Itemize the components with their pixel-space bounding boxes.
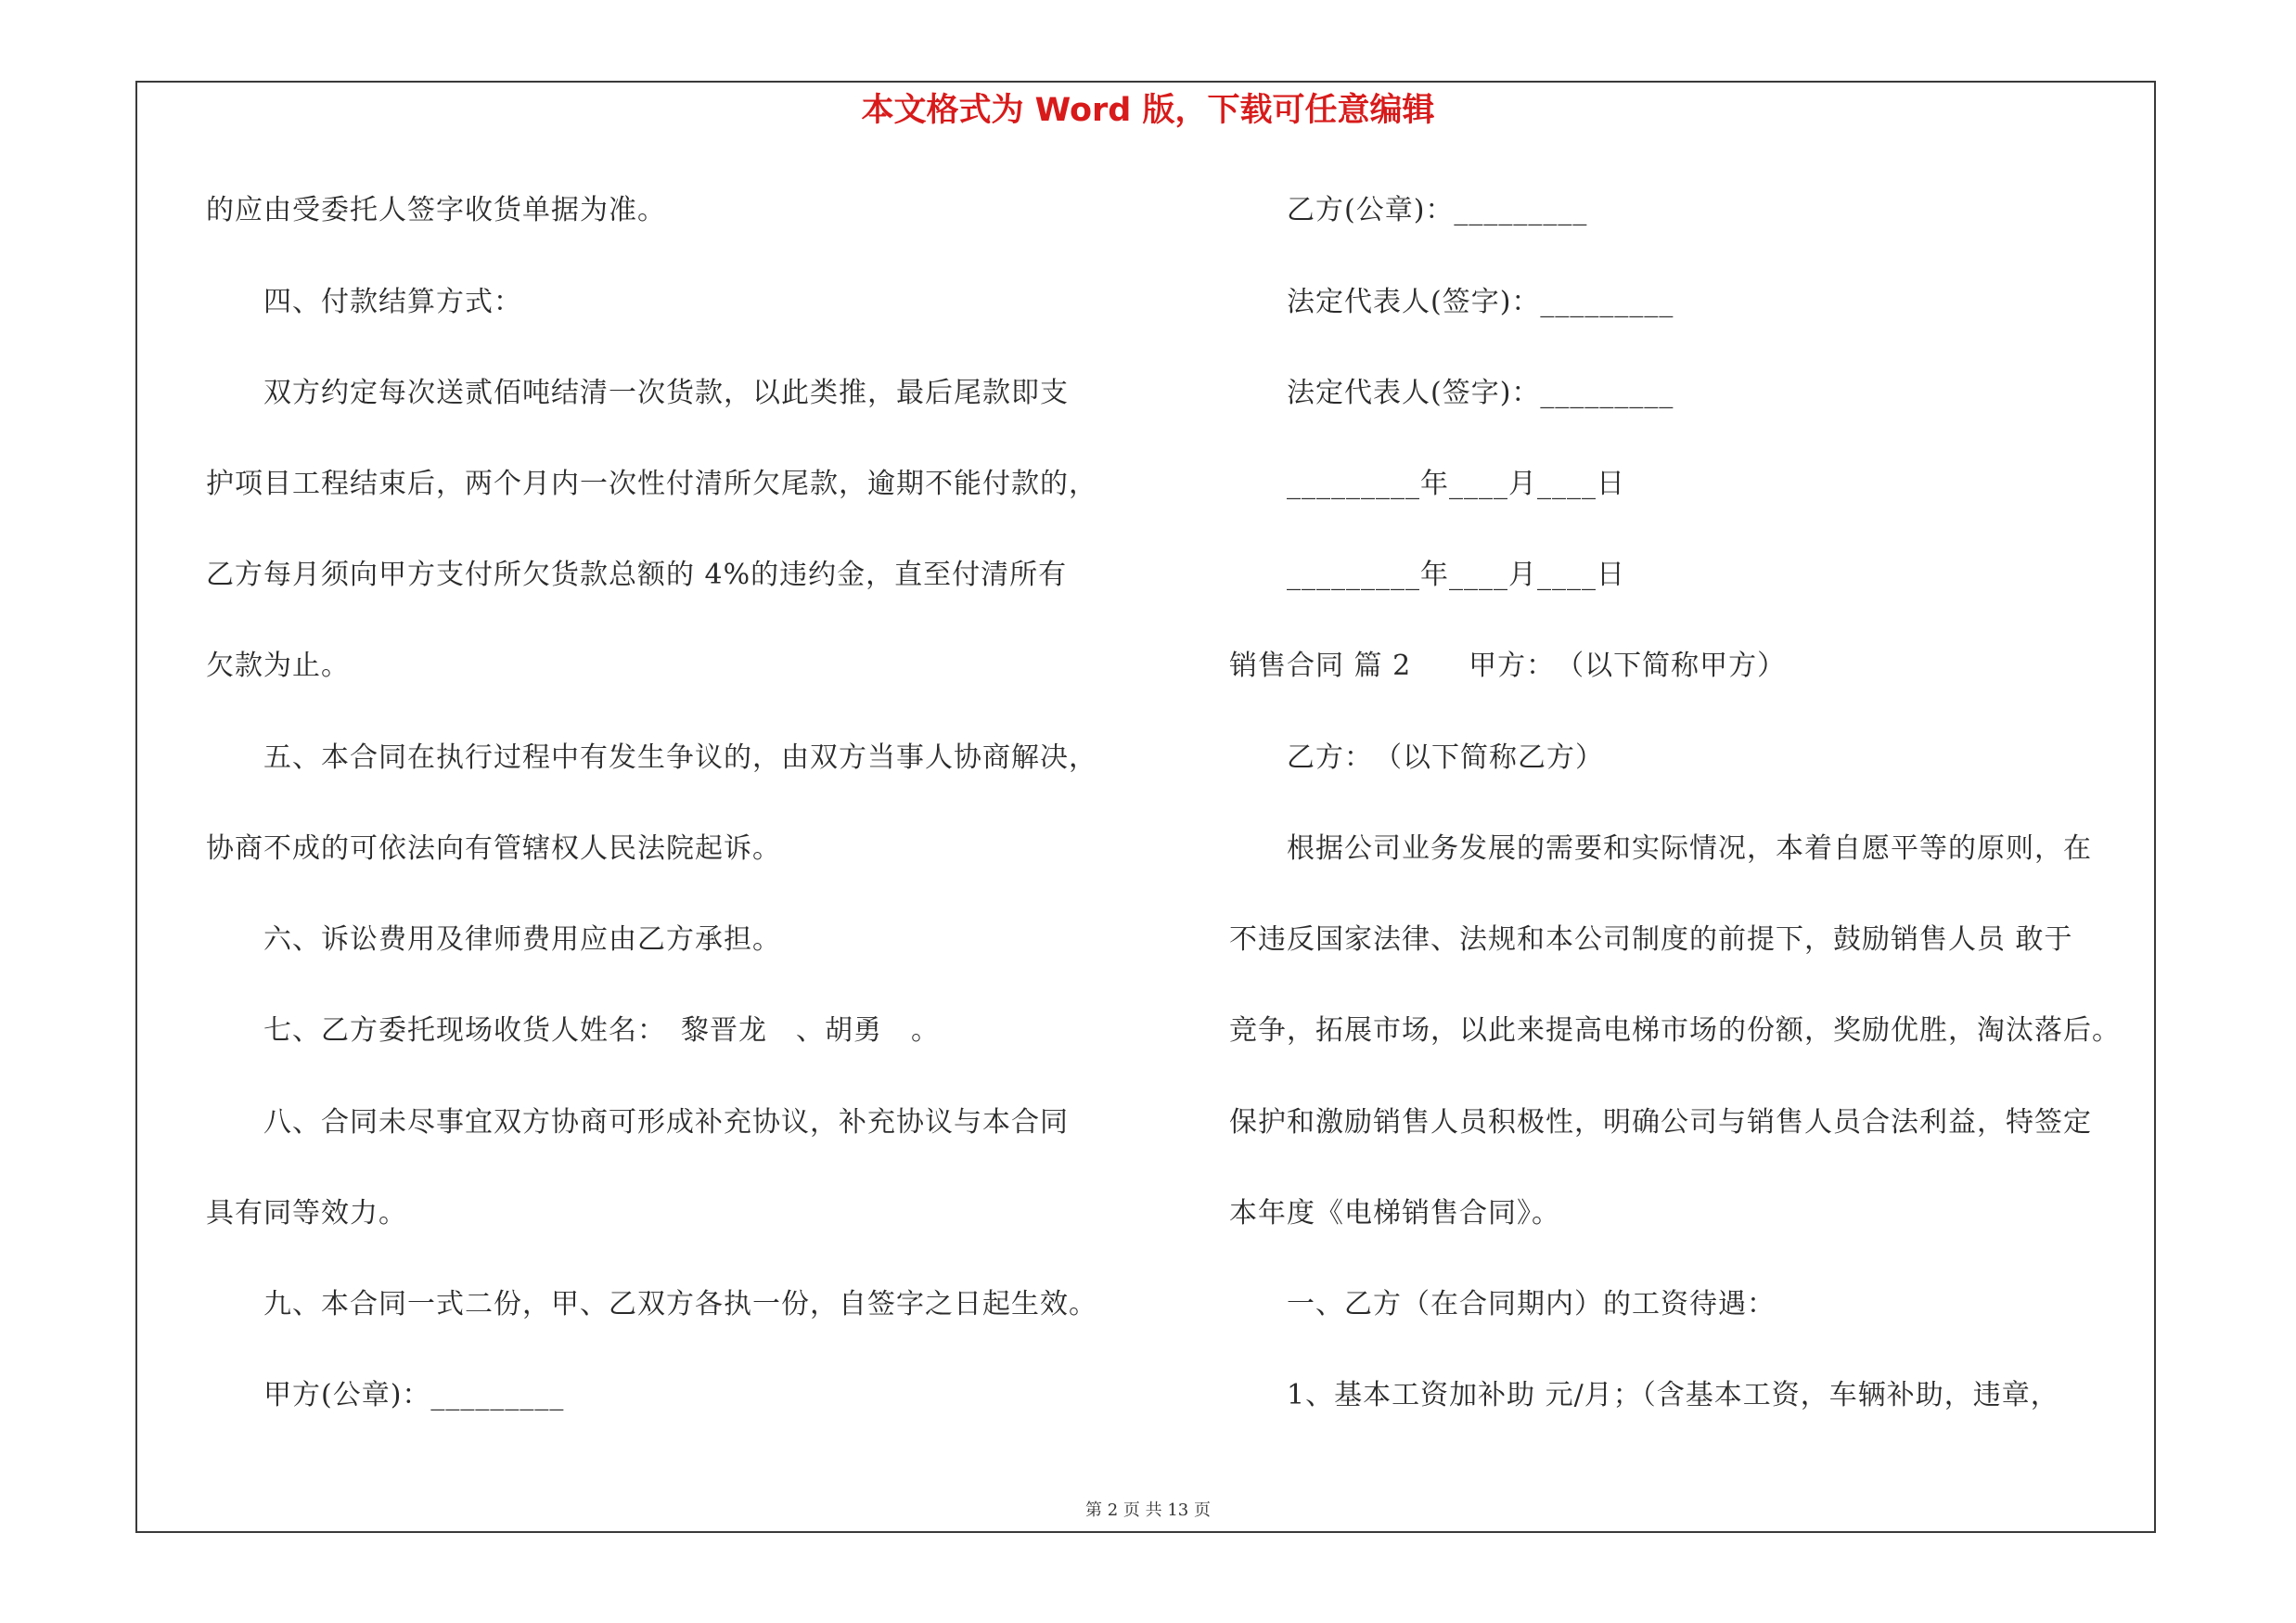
left-line: 乙方每月须向甲方支付所欠货款总额的 4%的违约金，直至付清所有 (206, 559, 1068, 591)
left-line: 甲方(公章)：_________ (206, 1379, 565, 1411)
left-line: 八、合同未尽事宜双方协商可形成补充协议，补充协议与本合同 (206, 1106, 1069, 1139)
left-line: 双方约定每次送贰佰吨结清一次货款，以此类推，最后尾款即支 (206, 377, 1069, 409)
right-line: 根据公司业务发展的需要和实际情况，本着自愿平等的原则，在 (1229, 832, 2092, 865)
right-line: 竞争，拓展市场，以此来提高电梯市场的份额，奖励优胜，淘汰落后。 (1229, 1014, 2121, 1047)
right-line: 一、乙方（在合同期内）的工资待遇： (1229, 1288, 1776, 1320)
right-line: 法定代表人(签字)：_________ (1229, 286, 1674, 318)
left-line: 欠款为止。 (206, 650, 350, 682)
right-line: 不违反国家法律、法规和本公司制度的前提下，鼓励销售人员 敢于 (1229, 923, 2073, 956)
right-line: _________年____月____日 (1229, 468, 1625, 500)
right-line: 乙方(公章)：_________ (1229, 194, 1588, 226)
left-line: 具有同等效力。 (206, 1197, 407, 1230)
left-line: 护项目工程结束后，两个月内一次性付清所欠尾款，逾期不能付款的， (206, 468, 1097, 500)
left-line: 的应由受委托人签字收货单据为准。 (206, 194, 666, 226)
left-line: 七、乙方委托现场收货人姓名： 黎晋龙 、胡勇 。 (206, 1014, 940, 1047)
left-line: 六、诉讼费用及律师费用应由乙方承担。 (206, 923, 781, 956)
right-line: 乙方： （以下简称乙方） (1229, 741, 1604, 774)
right-line: 本年度《电梯销售合同》。 (1229, 1197, 1560, 1230)
page-number-footer: 第 2 页 共 13 页 (1085, 1501, 1211, 1520)
right-line: 保护和激励销售人员积极性，明确公司与销售人员合法利益，特签定 (1229, 1106, 2092, 1139)
left-line: 协商不成的可依法向有管辖权人民法院起诉。 (206, 832, 781, 865)
left-line: 五、本合同在执行过程中有发生争议的，由双方当事人协商解决， (206, 741, 1097, 774)
right-line: _________年____月____日 (1229, 559, 1625, 591)
right-line: 法定代表人(签字)：_________ (1229, 377, 1674, 409)
format-banner: 本文格式为 Word 版，下载可任意编辑 (861, 92, 1435, 129)
left-line: 四、付款结算方式： (206, 286, 522, 318)
right-line: 销售合同 篇 2 甲方： （以下简称甲方） (1229, 650, 1787, 682)
right-line: 1、基本工资加补助 元/月；（含基本工资，车辆补助，违章， (1229, 1379, 2059, 1411)
left-line: 九、本合同一式二份，甲、乙双方各执一份，自签字之日起生效。 (206, 1288, 1097, 1320)
